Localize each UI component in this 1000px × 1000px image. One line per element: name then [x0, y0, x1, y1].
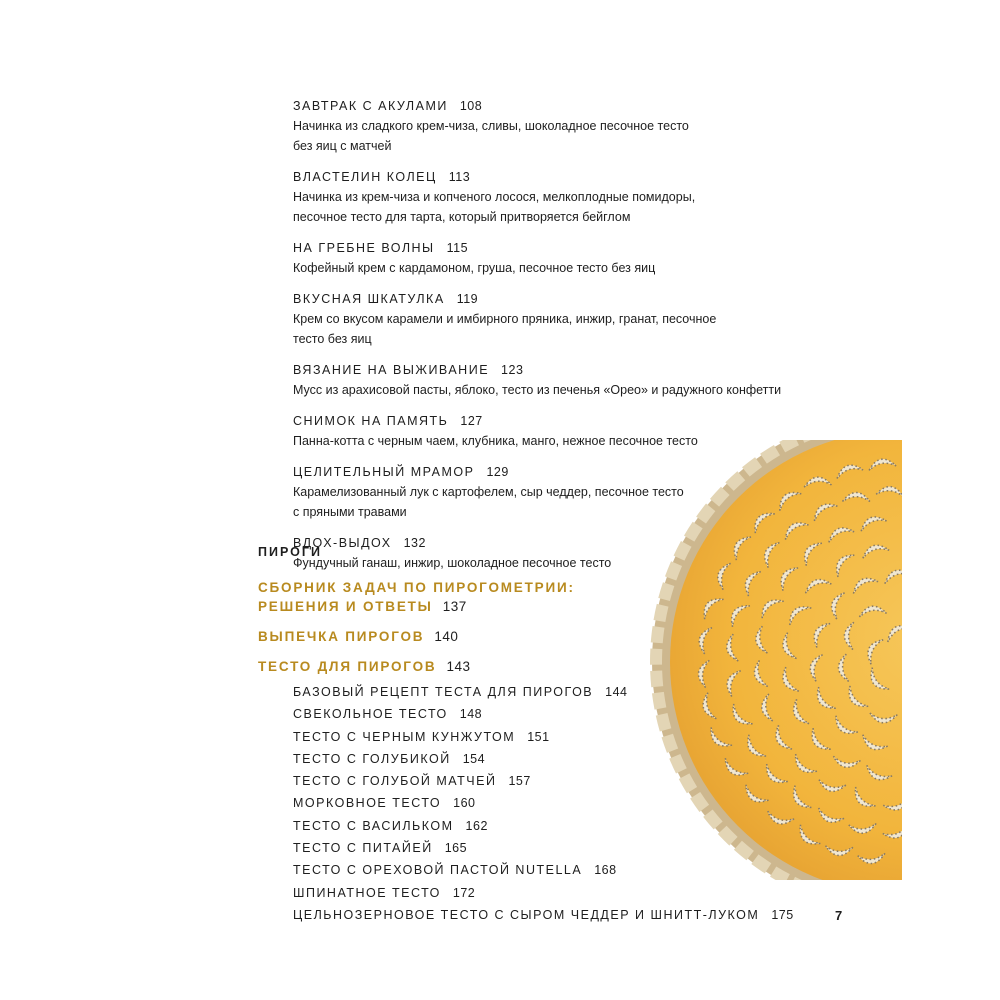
entry-title-text: ВЛАСТЕЛИН КОЛЕЦ [293, 170, 437, 184]
sub-title: МОРКОВНОЕ ТЕСТО [293, 796, 442, 811]
dough-recipe-item [293, 882, 833, 904]
sub-page-number: 165 [444, 841, 468, 856]
entry-description-line: Фундучный ганаш, инжир, шоколадное песочное тесто [293, 556, 612, 570]
sub-title: СВЕКОЛЬНОЕ ТЕСТО [293, 707, 448, 722]
entry-page-number: 129 [486, 465, 509, 479]
entry-title-text: ВЯЗАНИЕ НА ВЫЖИВАНИЕ [293, 363, 490, 377]
entry-description-line: Начинка из крем-чиза и копченого лосося, мелкоплодные помидоры, [293, 190, 696, 204]
sub-page-number: 148 [459, 707, 483, 722]
recipe-entry-title [293, 167, 833, 187]
entry-page-number: 115 [446, 241, 469, 255]
entry-description-line: Кофейный крем с кардамоном, груша, песочное тесто без яиц [293, 261, 656, 275]
sub-title: ШПИНАТНОЕ ТЕСТО [293, 885, 441, 900]
entry-title-text: ВКУСНАЯ ШКАТУЛКА [293, 292, 445, 306]
entry-page-number: 113 [448, 170, 471, 184]
entry-description-line: Крем со вкусом карамели и имбирного пряника, инжир, гранат, песочное [293, 312, 717, 326]
entry-title-text: ЦЕЛИТЕЛЬНЫЙ МРАМОР [293, 465, 475, 479]
entry-description-line: тесто без яиц [293, 332, 372, 346]
sub-title: ТЕСТО С ПИТАЙЕЙ [293, 841, 433, 856]
entry-page-number: 108 [459, 99, 483, 113]
chapter-page-number: 143 [446, 659, 471, 674]
entry-description-line: Мусс из арахисовой пасты, яблоко, тесто из печенья «Орео» и радужного конфетти [293, 383, 782, 397]
pie-image [652, 440, 902, 880]
entry-description-line: Панна-котта с черным чаем, клубника, манго, нежное песочное тесто [293, 434, 698, 448]
sub-page-number: 172 [452, 885, 476, 900]
recipe-entry [293, 289, 833, 349]
sub-page-number: 160 [453, 796, 476, 811]
sub-page-number: 144 [605, 685, 628, 699]
sub-page-number: 154 [462, 751, 486, 766]
sub-title: ТЕСТО С ОРЕХОВОЙ ПАСТОЙ NUTELLA [293, 863, 583, 878]
dough-recipe-item [293, 904, 833, 926]
sub-page-number: 175 [771, 907, 794, 922]
chapter-page-number: 137 [442, 599, 467, 614]
recipe-entry [293, 167, 833, 227]
recipe-entry [293, 96, 833, 156]
entry-description-line: Начинка из сладкого крем-чиза, сливы, шоколадное песочное тесто [293, 119, 689, 133]
entry-page-number: 119 [456, 292, 479, 306]
entry-page-number: 132 [403, 536, 426, 550]
sub-page-number: 168 [594, 863, 617, 878]
recipe-entry [293, 238, 833, 278]
sub-title: ТЕСТО С ВАСИЛЬКОМ [293, 818, 454, 833]
entry-title-text: ЗАВТРАК С АКУЛАМИ [293, 99, 448, 113]
sub-title: ТЕСТО С ГОЛУБОЙ МАТЧЕЙ [293, 774, 497, 789]
page-number: 7 [835, 908, 843, 923]
sub-title: ТЕСТО С ЧЕРНЫМ КУНЖУТОМ [293, 729, 516, 744]
chapter-title-line: СБОРНИК ЗАДАЧ ПО ПИРОГОМЕТРИИ: [258, 580, 575, 595]
chapter-title-line: ВЫПЕЧКА ПИРОГОВ [258, 629, 425, 644]
sub-title: БАЗОВЫЙ РЕЦЕПТ ТЕСТА ДЛЯ ПИРОГОВ [293, 685, 594, 699]
sub-title: ЦЕЛЬНОЗЕРНОВОЕ ТЕСТО С СЫРОМ ЧЕДДЕР И ШНИТТ-ЛУКОМ [293, 907, 760, 922]
entry-page-number: 123 [501, 363, 524, 377]
recipe-entry-title [293, 411, 833, 431]
entry-page-number: 127 [460, 414, 483, 428]
section-heading: ПИРОГИ [258, 545, 322, 559]
recipe-entry-title [293, 360, 833, 380]
recipe-entry-title [293, 289, 833, 309]
recipe-entry-title [293, 96, 833, 116]
recipe-entry-title [293, 238, 833, 258]
entry-description-line: с пряными травами [293, 505, 407, 519]
chapter-title-line: РЕШЕНИЯ И ОТВЕТЫ [258, 599, 433, 614]
entry-title-text: ВДОХ-ВЫДОХ [293, 536, 392, 550]
pie-photo [640, 440, 902, 880]
entry-title-text: НА ГРЕБНЕ ВОЛНЫ [293, 241, 435, 255]
sub-page-number: 157 [508, 774, 531, 789]
entry-description-line: без яиц с матчей [293, 139, 392, 153]
chapter-title-line: ТЕСТО ДЛЯ ПИРОГОВ [258, 659, 437, 674]
chapter-page-number: 140 [434, 629, 459, 644]
sub-title: ТЕСТО С ГОЛУБИКОЙ [293, 751, 451, 766]
recipe-entry [293, 360, 833, 400]
sub-page-number: 162 [465, 818, 488, 833]
entry-title-text: СНИМОК НА ПАМЯТЬ [293, 414, 449, 428]
entry-description-line: Карамелизованный лук с картофелем, сыр чеддер, песочное тесто [293, 485, 684, 499]
sub-page-number: 151 [527, 729, 550, 744]
entry-description-line: песочное тесто для тарта, который притворяется бейглом [293, 210, 631, 224]
